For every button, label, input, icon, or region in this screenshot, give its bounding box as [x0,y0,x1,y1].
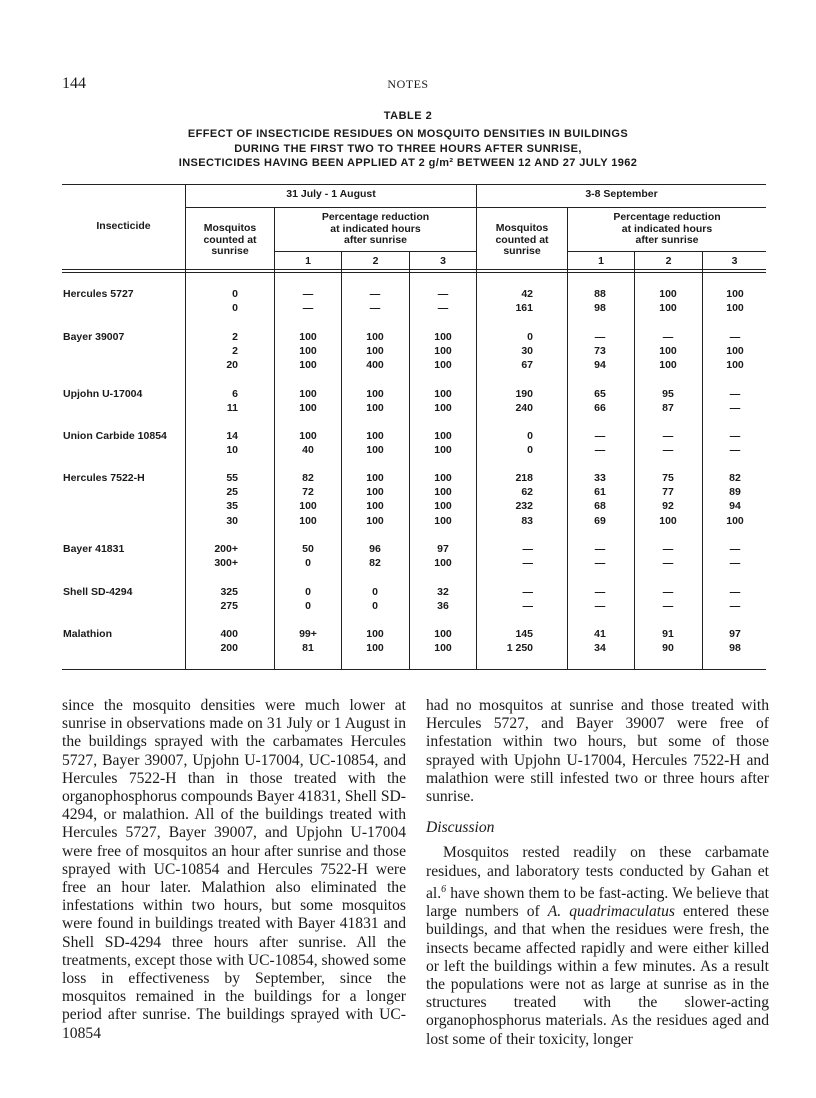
reduction-cell-sep: 90 [662,642,674,655]
reduction-cell-sep: 94 [594,359,606,372]
count-cell-sep: — [522,557,533,570]
reduction-cell-jul: 100 [366,628,384,640]
count-cell-jul: 0 [232,288,238,300]
reduction-cell-sep: 34 [594,642,606,655]
reduction-cell-sep: — [729,430,741,442]
reduction-cell-jul: 100 [299,345,317,358]
reduction-cell-jul: 50 [302,543,314,555]
insecticide-label: Upjohn U-17004 [63,388,143,400]
insecticide-label: Bayer 41831 [63,543,125,555]
reduction-cell-sep: — [662,444,674,457]
reduction-cell-jul: 100 [434,486,452,499]
reduction-cell-sep: — [662,600,674,613]
reduction-cell-jul: — [369,302,381,315]
reduction-cell-sep: — [662,543,674,555]
insecticide-label: Bayer 39007 [63,331,125,343]
header-line: Mosquitos [495,222,549,234]
reduction-cell-jul: 100 [434,388,452,400]
table-title [100,127,716,171]
reduction-cell-jul: 72 [302,486,314,499]
reduction-cell-sep: 100 [726,302,744,315]
body-col-divider [567,272,568,669]
body-col-divider [409,272,410,669]
table-title-line: INSECTICIDES HAVING BEEN APPLIED AT 2 g/m² BETWEEN 12 AND 27 JULY 1962 [178,157,638,169]
count-cell-jul: 30 [226,514,238,527]
reduction-cell-jul: 96 [369,543,381,555]
text-column-left [62,697,406,1043]
count-cell-jul: 200 [220,642,238,655]
reduction-cell-jul: 0 [305,557,311,570]
reduction-cell-sep: 94 [729,500,741,513]
hour-header: 1 [598,255,604,267]
count-cell-sep: — [522,600,533,613]
body-col-divider [341,272,342,669]
reduction-cell-jul: — [437,302,449,315]
reduction-cell-jul: 0 [305,586,311,598]
reduction-cell-jul: 100 [366,388,384,400]
body-col-divider [185,272,186,669]
count-cell-jul: 275 [220,600,238,613]
insecticide-label: Hercules 7522-H [63,472,145,484]
reduction-cell-jul: 100 [299,359,317,372]
paragraph: had no mosquitos at sunrise and those treated with Hercules 5727, and Bayer 39007 were free of infestation within two hours, but some of those sprayed with Upjohn U-17004, Hercules 7522-H and malathion were still infested two or three hours after sunrise. [426,697,769,806]
table-bottom-rule [62,669,766,670]
hour-header: 3 [440,255,446,267]
count-cell-sep: 232 [515,500,533,513]
count-cell-jul: 35 [226,500,238,513]
period-header-2: 3-8 September [585,188,658,200]
paragraph [426,844,769,1048]
reduction-cell-jul: 100 [366,472,384,484]
reduction-header-1 [275,212,476,247]
reduction-cell-jul: 100 [434,430,452,442]
header-line: after sunrise [635,234,699,246]
reduction-cell-sep: 87 [662,402,674,415]
reduction-cell-sep: — [729,600,741,613]
count-cell-jul: 25 [226,486,238,499]
header-line: at indicated hours [330,222,421,235]
count-cell-jul: 200+ [214,543,238,555]
count-cell-sep: 67 [521,359,533,372]
hours-rule-1 [274,251,476,252]
hour-header: 3 [731,255,738,267]
reduction-cell-sep: 41 [594,628,606,640]
reduction-cell-sep: 100 [726,288,744,300]
count-cell-jul: 10 [226,444,238,457]
reduction-cell-sep: — [729,557,741,570]
reduction-cell-sep: 100 [659,359,677,372]
reduction-cell-jul: 81 [302,642,314,655]
reduction-cell-jul: 100 [434,472,452,484]
count-cell-sep: 218 [515,472,533,484]
count-cell-sep: 190 [515,388,533,400]
insecticide-label: Hercules 5727 [63,288,134,300]
text-column-right [426,697,769,1049]
reduction-cell-sep: 33 [594,472,606,484]
reduction-cell-sep: 100 [726,345,744,358]
count-cell-jul: 14 [226,430,238,442]
count-cell-sep: 161 [515,302,533,315]
reduction-cell-jul: 100 [366,444,384,457]
count-cell-sep: 42 [521,288,533,300]
reduction-cell-jul: 100 [366,331,384,343]
reduction-header-2 [568,212,766,247]
reduction-cell-sep: — [662,331,674,343]
reduction-cell-sep: 89 [729,486,741,499]
reduction-cell-jul: 100 [299,514,317,527]
reduction-cell-jul: 0 [372,600,378,613]
header-line: Mosquitos [203,222,257,234]
reduction-cell-sep: 100 [659,302,677,315]
reduction-cell-sep: — [729,402,741,415]
header-line: counted at [203,233,257,246]
discussion-heading: Discussion [426,819,495,837]
reduction-cell-sep: 100 [726,514,744,527]
hour-header: 2 [372,255,379,267]
header-line: Percentage reduction [321,211,430,223]
count-cell-sep: 62 [521,486,533,499]
reduction-cell-sep: — [729,444,741,457]
count-cell-sep: 145 [515,628,533,640]
reduction-cell-jul: 400 [366,359,384,372]
count-cell-jul: 2 [232,331,238,343]
reduction-cell-jul: 100 [434,642,452,655]
reduction-cell-sep: — [662,557,674,570]
reduction-cell-sep: 65 [594,388,606,400]
reduction-cell-jul: — [302,288,314,300]
table-label: TABLE 2 [383,110,433,122]
count-cell-sep: 0 [527,331,533,343]
reduction-cell-jul: 0 [305,600,311,613]
reduction-cell-sep: 61 [594,486,606,499]
reduction-cell-jul: 36 [437,600,449,613]
body-col-divider [702,272,703,669]
count-cell-jul: 0 [232,302,238,315]
reduction-cell-jul: — [437,288,449,300]
count-cell-jul: 2 [232,345,238,358]
header-line: sunrise [211,245,249,257]
reduction-cell-sep: 98 [729,642,741,655]
count-cell-jul: 11 [226,402,238,415]
reduction-cell-jul: 100 [434,402,452,415]
reference-marker: 6 [441,883,447,895]
col-header-insecticide: Insecticide [96,220,151,232]
header-line: counted at [495,233,549,246]
table-top-rule [62,184,766,185]
reduction-cell-sep: — [594,444,606,457]
paragraph: since the mosquito densities were much lower at sunrise in observations made on 31 July or 1 August in the buildings sprayed with the carbamates Hercules 5727, Bayer 39007, Upjohn U-17004, UC-10854, and Hercules 7522-H than in those treated with the organophosphorus compounds Bayer 41831, Shell SD-4294, or malathion. All of the buildings treated with Hercules 5727, Bayer 39007, and Upjohn U-17004 were free of mosquitos an hour after sunrise and those sprayed with UC-10854 and Hercules 7522-H were free an hour later. Malathion also eliminated the infestations within two hours, but some mosquitos were found in buildings treated with Bayer 41831 and Shell SD-4294 three hours after sunrise. All the treatments, except those with UC-10854, showed some loss in effectiveness by September, since the mosquitos remained in the buildings for a longer period after sunrise. The buildings sprayed with UC-10854 [62,697,406,1042]
header-line: Percentage reduction [613,211,721,223]
reduction-cell-jul: 100 [299,388,317,400]
reduction-cell-jul: — [302,302,314,315]
count-cell-sep: 1 250 [506,642,533,655]
count-cell-sep: 0 [527,430,533,442]
reduction-cell-sep: 98 [594,302,606,315]
reduction-cell-jul: 100 [434,514,452,527]
reduction-cell-sep: — [594,331,606,343]
reduction-cell-sep: — [594,586,606,598]
reduction-cell-jul: 100 [366,642,384,655]
header-bottom-rule [62,269,766,270]
body-col-divider [634,272,635,669]
count-cell-sep: — [522,543,533,555]
header-bottom-rule-2 [62,272,766,273]
reduction-cell-sep: 68 [594,500,606,513]
reduction-cell-sep: 88 [594,288,606,300]
count-cell-sep: 240 [515,402,533,415]
reduction-cell-sep: 66 [594,402,606,415]
count-cell-sep: 0 [527,444,533,457]
reduction-cell-jul: 0 [372,586,378,598]
reduction-cell-sep: — [594,430,606,442]
reduction-cell-sep: 100 [659,345,677,358]
reduction-cell-sep: 77 [662,486,674,499]
reduction-cell-jul: 100 [366,486,384,499]
insecticide-label: Shell SD-4294 [63,586,133,598]
reduction-cell-jul: 100 [434,345,452,358]
reduction-cell-sep: — [729,331,741,343]
reduction-cell-jul: 100 [299,500,317,513]
reduction-cell-jul: 100 [366,514,384,527]
insecticide-label: Malathion [63,628,112,640]
reduction-cell-jul: 100 [434,359,452,372]
reduction-cell-jul: 82 [369,557,381,570]
count-cell-jul: 400 [220,628,238,640]
reduction-cell-jul: 82 [302,472,314,484]
reduction-cell-jul: 100 [299,402,317,415]
reduction-cell-sep: — [662,430,674,442]
reduction-cell-sep: 73 [594,345,606,358]
reduction-cell-jul: 100 [366,430,384,442]
count-cell-jul: 300+ [214,557,238,570]
reduction-cell-sep: — [662,586,674,598]
reduction-cell-sep: — [729,388,741,400]
reduction-cell-sep: — [594,600,606,613]
reduction-cell-jul: 40 [302,444,314,457]
hour-header: 2 [665,255,672,267]
table-title-line: DURING THE FIRST TWO TO THREE HOURS AFTER SUNRISE, [234,142,582,155]
reduction-cell-sep: 92 [662,500,674,513]
header-line: after sunrise [343,234,408,246]
reduction-cell-sep: 100 [659,288,677,300]
hours-rule-2 [567,251,766,252]
reduction-cell-sep: 95 [662,388,674,400]
count-cell-jul: 20 [226,359,238,372]
counted-header-2 [477,223,567,258]
page-number: 144 [62,75,86,92]
reduction-cell-jul: — [369,288,381,300]
text-run: have shown them to be fast-acting. We believe that large numbers of [426,885,769,921]
species-name: A. quadrimaculatus [547,903,675,921]
count-cell-jul: 325 [220,586,238,598]
hour-header: 1 [305,255,311,267]
reduction-cell-sep: 97 [729,628,741,640]
count-cell-jul: 6 [232,388,238,400]
reduction-cell-jul: 97 [437,543,449,555]
reduction-cell-jul: 100 [366,345,384,358]
reduction-cell-jul: 100 [366,402,384,415]
reduction-cell-sep: 91 [662,628,674,640]
reduction-cell-jul: 100 [434,557,452,570]
count-cell-sep: 83 [521,514,533,527]
reduction-cell-jul: 100 [434,500,452,513]
reduction-cell-jul: 100 [299,430,317,442]
reduction-cell-jul: 100 [434,628,452,640]
header-line: sunrise [503,245,541,257]
reduction-cell-jul: 100 [366,500,384,513]
body-col-divider [274,272,275,669]
insecticide-label: Union Carbide 10854 [63,430,167,442]
text-run: entered these buildings, and that when the residues were fresh, the insects became affected rapidly and were either killed or left the buildings within a few minutes. As a result the populations were not as large at sunrise as in the structures treated with the slower-acting organophosphorus materials. As the residues aged and lost some of their toxicity, longer [426,903,769,1048]
period-header-1: 31 July - 1 August [286,188,376,200]
reduction-cell-sep: 82 [729,472,741,484]
reduction-cell-jul: 100 [299,331,317,343]
count-cell-sep: — [522,586,533,598]
count-cell-sep: 30 [521,345,533,358]
reduction-cell-jul: 32 [437,586,449,598]
reduction-cell-sep: 69 [594,514,606,527]
reduction-cell-sep: 75 [662,472,674,484]
reduction-cell-sep: — [594,557,606,570]
reduction-cell-sep: 100 [659,514,677,527]
table-title-line: EFFECT OF INSECTICIDE RESIDUES ON MOSQUITO DENSITIES IN BUILDINGS [187,128,629,140]
reduction-cell-jul: 100 [434,444,452,457]
reduction-cell-jul: 99+ [299,628,317,640]
reduction-cell-jul: 100 [434,331,452,343]
header-line: at indicated hours [621,222,713,235]
reduction-cell-sep: — [594,543,606,555]
text-run: Mosquitos rested readily on these carbamate residues, and laboratory tests conducted by Gahan et al. [426,844,769,903]
count-cell-jul: 55 [226,472,238,484]
body-col-divider [476,272,477,669]
reduction-cell-sep: — [729,543,741,555]
counted-header-1 [186,223,274,258]
reduction-cell-sep: 100 [726,359,744,372]
reduction-cell-sep: — [729,586,741,598]
running-title: NOTES [387,77,429,91]
